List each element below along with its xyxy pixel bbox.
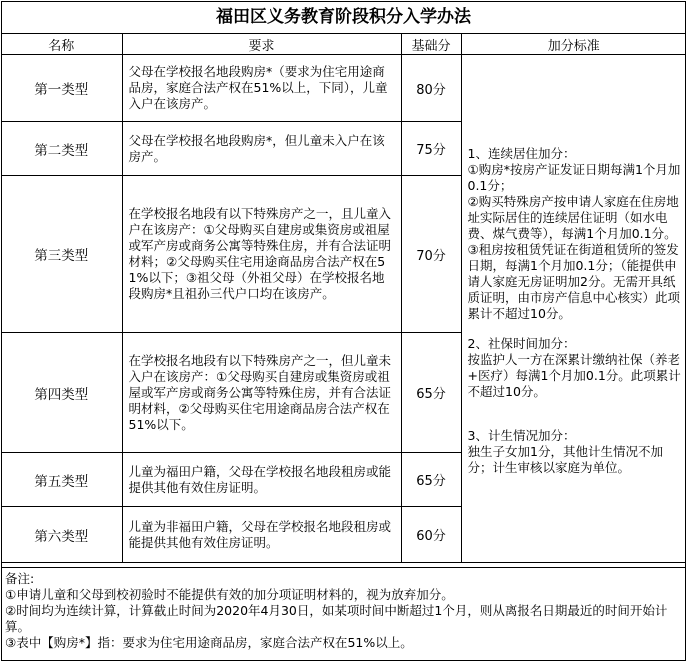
table-row [1, 55, 686, 122]
header-requirement: 要求 [122, 34, 401, 55]
row-score: 70分 [401, 176, 461, 333]
row-score: 65分 [401, 333, 461, 453]
note-item: ②时间均为连续计算，计算截止时间为2020年4月30日，如某项时间中断超过1个月，则从离报名日期最近的时间开始计算。 [5, 603, 668, 634]
row-score: 65分 [401, 453, 461, 507]
bonus-social-text: 按监护人一方在深累计缴纳社保（养老+医疗）每满1个月加0.1分。此项累计不超过10分。 [467, 351, 681, 399]
bonus-standards [461, 55, 686, 563]
bonus-social [468, 336, 683, 400]
bonus-family-text: 独生子女加1分，其他计生情况不加分；计生审核以家庭为单位。 [467, 443, 663, 475]
row-requirement: 儿童为非福田户籍，父母在学校报名地段租房或能提供其他有效住房证明。 [122, 507, 401, 563]
header-bonus: 加分标准 [461, 34, 686, 55]
row-score: 75分 [401, 122, 461, 176]
row-name: 第四类型 [1, 333, 122, 453]
bonus-residence-item: ③租房按租赁凭证在街道租赁所的签发日期，每满1个月加0.1分；（能提供申请人家庭无房证明加2分。无需开具纸质证明，由市房产信息中心核实）此项累计不超过10分。 [467, 241, 681, 321]
note-item: ①申请儿童和父母到校初验时不能提供有效的加分项证明材料的，视为放弃加分。 [5, 587, 454, 602]
table-header-row [1, 34, 686, 55]
page-title: 福田区义务教育阶段积分入学办法 [1, 1, 686, 34]
notes-section [1, 567, 686, 661]
row-score: 60分 [401, 507, 461, 563]
row-name: 第一类型 [1, 55, 122, 122]
row-name: 第五类型 [1, 453, 122, 507]
header-name: 名称 [1, 34, 122, 55]
bonus-social-title: 2、社保时间加分： [467, 335, 576, 351]
note-item: ③表中【购房*】指：要求为住宅用途商品房，家庭合法产权在51%以上。 [5, 635, 413, 650]
bonus-residence-title: 1、连续居住加分： [467, 145, 576, 161]
row-name: 第三类型 [1, 176, 122, 333]
row-requirement: 儿童为福田户籍，父母在学校报名地段租房或能提供其他有效住房证明。 [122, 453, 401, 507]
notes-label: 备注: [5, 571, 35, 586]
bonus-family-title: 3、计生情况加分： [467, 427, 576, 443]
row-name: 第二类型 [1, 122, 122, 176]
row-requirement: 在学校报名地段有以下特殊房产之一，但儿童未入户在该房产：①父母购买自建房或集资房或祖屋或军产房或商务公寓等特殊住房，并有合法证明材料，②父母购买住宅用途商品房合法产权在51%以下。 [122, 333, 401, 453]
bonus-residence-item: ①购房*按房产证发证日期每满1个月加0.1分； [467, 161, 681, 193]
row-requirement: 父母在学校报名地段购房*（要求为住宅用途商品房，家庭合法产权在51%以上，下同），儿童入户在该房产。 [122, 55, 401, 122]
row-score: 80分 [401, 55, 461, 122]
header-base-score: 基础分 [401, 34, 461, 55]
bonus-residence-item: ②购买特殊房产按申请人家庭在住房地址实际居住的连续居住证明（如水电费、煤气费等），每满1个月加0.1分。 [467, 193, 679, 241]
points-table [1, 34, 686, 563]
bonus-residence [468, 146, 683, 322]
row-name: 第六类型 [1, 507, 122, 563]
row-requirement: 在学校报名地段有以下特殊房产之一，且儿童入户在该房产：①父母购买自建房或集资房或祖屋或军产房或商务公寓等特殊住房，并有合法证明材料；②父母购买住宅用途商品房合法产权在51%以下；③祖父母（外祖父母）在学校报名地段购房*且祖孙三代户口均在该房产。 [122, 176, 401, 333]
row-requirement: 父母在学校报名地段购房*，但儿童未入户在该房产。 [122, 122, 401, 176]
bonus-family [468, 428, 683, 476]
